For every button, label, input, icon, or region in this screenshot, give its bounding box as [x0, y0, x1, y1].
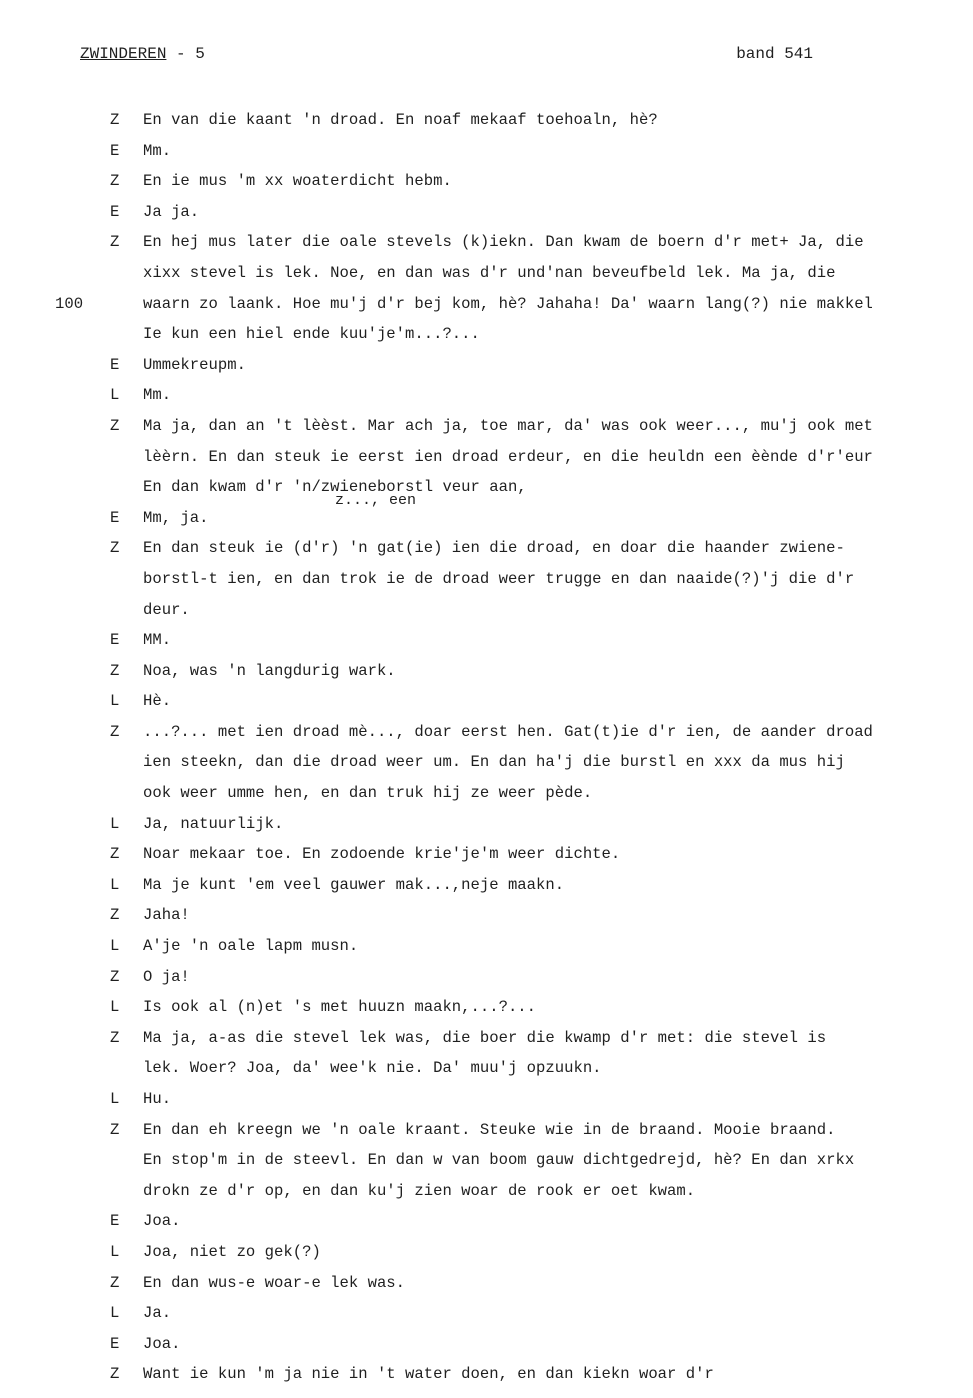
utterance-text: En dan wus-e woar-e lek was. — [143, 1273, 406, 1292]
utterance-text: Joa, niet zo gek(?) — [143, 1242, 321, 1261]
transcript-line — [0, 1237, 973, 1268]
speaker-label: E — [110, 1212, 120, 1231]
speaker-label: L — [110, 1090, 120, 1108]
utterance-text: Hè. — [143, 692, 172, 711]
transcript-line — [0, 931, 973, 962]
transcript-line — [0, 625, 973, 656]
insertion-note: z..., een — [335, 492, 417, 510]
speaker-label: Z — [110, 1365, 120, 1384]
speaker-label: Z — [110, 661, 120, 680]
speaker-label: Z — [110, 539, 120, 558]
utterance-text: En hej mus later die oale stevels (k)iekn. Dan kwam de boern d'r met+ Ja, die — [143, 233, 864, 252]
speaker-label: Z — [110, 845, 120, 864]
speaker-label: L — [110, 1304, 120, 1323]
transcript-line — [0, 1268, 973, 1299]
utterance-text: Joa. — [143, 1334, 181, 1353]
transcript-line — [0, 992, 973, 1023]
transcript-line — [0, 656, 973, 687]
speaker-label: Z — [110, 906, 120, 925]
utterance-text: Mm. — [143, 141, 172, 160]
utterance-text: lek. Woer? Joa, da' wee'k nie. Da' muu'j opzuukn. — [143, 1059, 602, 1078]
transcript-line — [0, 105, 973, 136]
utterance-text: deur. — [143, 600, 190, 619]
utterance-text: En stop'm in de steevl. En dan w van boom gauw dichtgedrejd, hè? En dan xrkx — [143, 1151, 855, 1170]
utterance-text: Ie kun een hiel ende kuu'je'm...?... — [143, 325, 480, 344]
utterance-text: Ja, natuurlijk. — [143, 814, 284, 833]
transcript-line — [0, 595, 973, 626]
utterance-text: ook weer umme hen, en dan truk hij ze weer pède. — [143, 784, 593, 803]
speaker-label: Z — [110, 722, 120, 741]
utterance-text: Ja ja. — [143, 202, 200, 221]
utterance-text: O ja! — [143, 967, 190, 986]
utterance-text: waarn zo laank. Hoe mu'j d'r bej kom, hè? Jahaha! Da' waarn lang(?) nie makkel — [143, 294, 873, 313]
speaker-label: E — [110, 141, 120, 160]
speaker-label: Z — [110, 1120, 120, 1139]
utterance-text: En ie mus 'm xx woaterdicht hebm. — [143, 172, 452, 191]
transcript-line — [0, 533, 973, 564]
page-header — [80, 45, 813, 73]
speaker-label: L — [110, 998, 120, 1017]
utterance-text: lèèrn. En dan steuk ie eerst ien droad erdeur, en die heuldn een èènde d'r'eur — [143, 447, 873, 466]
utterance-text: A'je 'n oale lapm musn. — [143, 937, 359, 956]
utterance-text: Is ook al (n)et 's met huuzn maakn,...?... — [143, 998, 537, 1017]
transcript-line — [0, 258, 973, 289]
margin-line-number: 100 — [55, 294, 84, 313]
transcript-line — [0, 1115, 973, 1146]
utterance-text: Noa, was 'n langdurig wark. — [143, 661, 396, 680]
page-number: - 5 — [176, 45, 205, 63]
transcript-line — [0, 1176, 973, 1207]
utterance-text: ...?... met ien droad mè..., doar eerst hen. Gat(t)ie d'r ien, de aander droad — [143, 722, 873, 741]
transcript-line — [0, 809, 973, 840]
transcript-line — [0, 1359, 973, 1390]
utterance-text: Noar mekaar toe. En zodoende krie'je'm weer dichte. — [143, 845, 621, 864]
utterance-text: Ma ja, dan an 't lèèst. Mar ach ja, toe mar, da' was ook weer..., mu'j ook met — [143, 416, 873, 435]
transcript-line — [0, 472, 973, 510]
transcript — [0, 105, 973, 1390]
speaker-label: L — [110, 386, 120, 405]
speaker-label: E — [110, 355, 120, 374]
utterance-text: En dan kwam d'r 'n/zwieneborstl veur aan, — [143, 478, 527, 497]
transcript-line — [0, 747, 973, 778]
transcript-line — [0, 166, 973, 197]
speaker-label: Z — [110, 1273, 120, 1292]
utterance-text: MM. — [143, 631, 172, 650]
utterance-text: Ma ja, a-as die stevel lek was, die boer die kwamp d'r met: die stevel is — [143, 1028, 827, 1047]
utterance-text: Mm. — [143, 386, 172, 405]
document-title: ZWINDEREN — [80, 45, 167, 63]
speaker-label: Z — [110, 967, 120, 986]
transcript-line — [0, 197, 973, 228]
utterance-text: Hu. — [143, 1090, 172, 1108]
transcript-line — [0, 1329, 973, 1360]
transcript-line — [0, 411, 973, 442]
speaker-label: Z — [110, 172, 120, 191]
utterance-text: En dan steuk ie (d'r) 'n gat(ie) ien die droad, en doar die haander zwiene- — [143, 539, 845, 558]
speaker-label: Z — [110, 233, 120, 252]
speaker-label: L — [110, 875, 120, 894]
utterance-text: Joa. — [143, 1212, 181, 1231]
transcript-line — [0, 778, 973, 809]
transcript-line — [0, 870, 973, 901]
transcript-line — [0, 839, 973, 870]
transcript-line — [0, 717, 973, 748]
transcript-line — [0, 962, 973, 993]
utterance-text: Ummekreupm. — [143, 355, 246, 374]
header-left — [80, 45, 205, 63]
utterance-text: Mm, ja. — [143, 508, 209, 527]
utterance-text: En van die kaant 'n droad. En noaf mekaaf toehoaln, hè? — [143, 111, 658, 129]
speaker-label: L — [110, 692, 120, 711]
speaker-label: E — [110, 631, 120, 650]
utterance-text: ien steekn, dan die droad weer um. En dan ha'j die burstl en xxx da mus hij — [143, 753, 845, 772]
speaker-label: E — [110, 202, 120, 221]
transcript-line — [0, 350, 973, 381]
transcript-line — [0, 380, 973, 411]
transcript-line — [0, 1206, 973, 1237]
transcript-line — [0, 289, 973, 320]
transcript-line — [0, 136, 973, 167]
utterance-text: borstl-t ien, en dan trok ie de droad weer trugge en dan naaide(?)'j die d'r — [143, 569, 855, 588]
transcript-line — [0, 503, 973, 534]
transcript-line — [0, 1053, 973, 1084]
utterance-text: xixx stevel is lek. Noe, en dan was d'r und'nan beveufbeld lek. Ma ja, die — [143, 263, 836, 282]
transcript-line — [0, 1023, 973, 1054]
transcript-line — [0, 900, 973, 931]
speaker-label: E — [110, 508, 120, 527]
speaker-label: Z — [110, 111, 120, 129]
speaker-label: L — [110, 814, 120, 833]
transcript-line — [0, 1145, 973, 1176]
speaker-label: Z — [110, 416, 120, 435]
transcript-line — [0, 227, 973, 258]
transcript-line — [0, 1084, 973, 1115]
speaker-label: Z — [110, 1028, 120, 1047]
utterance-text: drokn ze d'r op, en dan ku'j zien woar de rook er oet kwam. — [143, 1181, 696, 1200]
utterance-text: Ja. — [143, 1304, 172, 1323]
transcript-line — [0, 319, 973, 350]
speaker-label: E — [110, 1334, 120, 1353]
utterance-text: Ma je kunt 'em veel gauwer mak...,neje maakn. — [143, 875, 565, 894]
utterance-text: Want ie kun 'm ja nie in 't water doen, en dan kiekn woar d'r — [143, 1365, 714, 1384]
utterance-text: Jaha! — [143, 906, 190, 925]
speaker-label: L — [110, 1242, 120, 1261]
band-label: band 541 — [736, 45, 813, 63]
speaker-label: L — [110, 937, 120, 956]
transcript-line — [0, 564, 973, 595]
transcript-line — [0, 442, 973, 473]
transcript-line — [0, 686, 973, 717]
utterance-text: En dan eh kreegn we 'n oale kraant. Steuke wie in de braand. Mooie braand. — [143, 1120, 836, 1139]
transcript-line — [0, 1298, 973, 1329]
